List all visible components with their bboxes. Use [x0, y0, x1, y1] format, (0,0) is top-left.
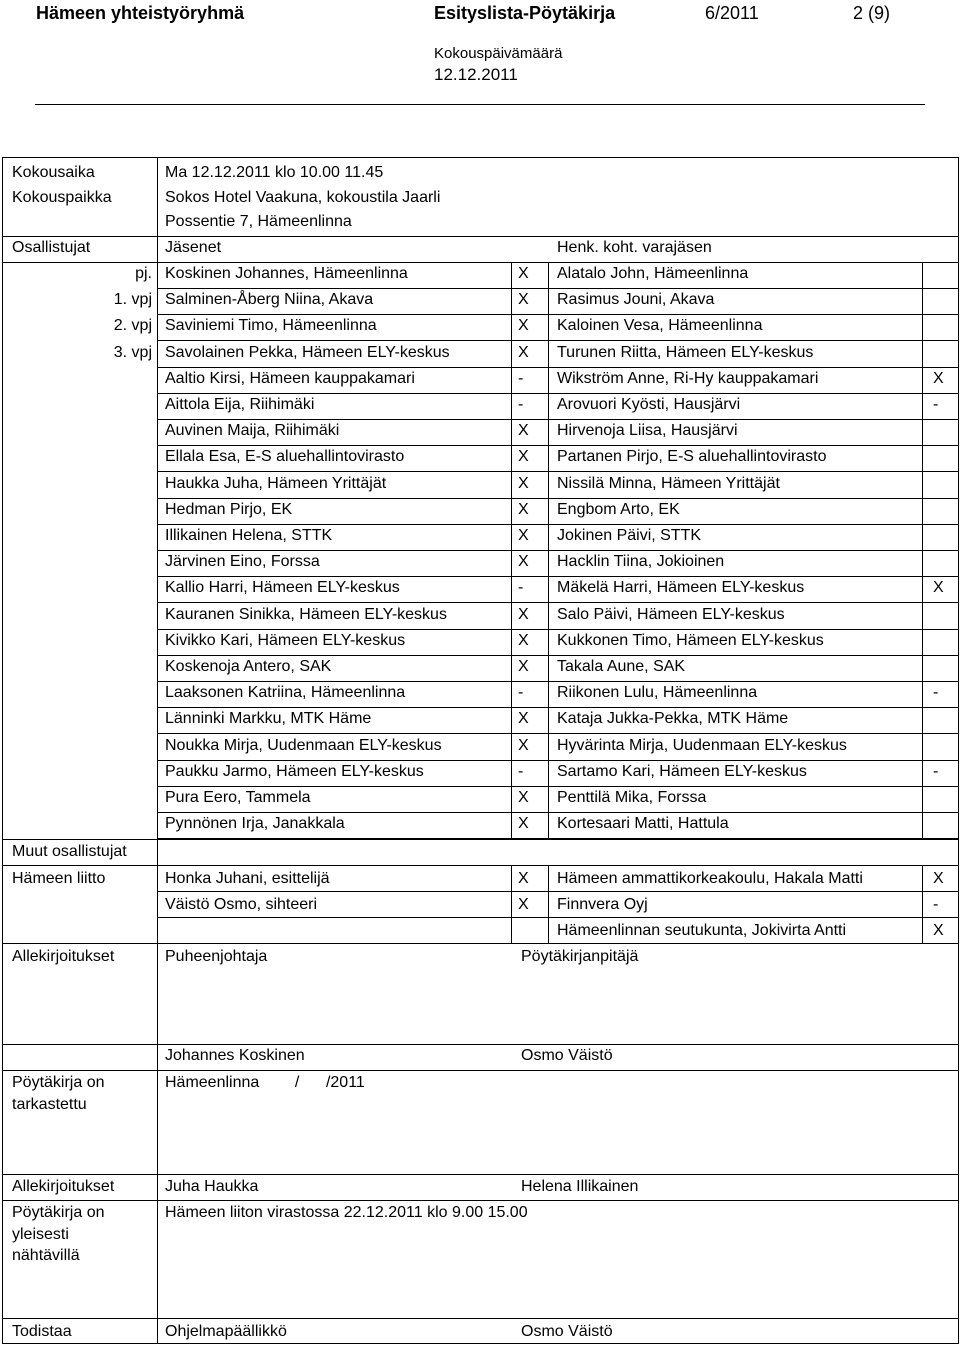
deputy-member: Alatalo John, Hämeenlinna: [557, 265, 749, 282]
deputy-attendance-mark: X: [933, 579, 944, 597]
attendee-member: Saviniemi Timo, Hämeenlinna: [165, 317, 377, 335]
deputy-member: Mäkelä Harri, Hämeen ELY-keskus: [557, 579, 805, 597]
doc-number: 6/2011: [705, 3, 759, 23]
time-label: Kokousaika: [12, 164, 95, 181]
attendees-label: Osallistujat: [12, 239, 91, 256]
attendance-mark: X: [518, 710, 529, 728]
grid-line: [157, 445, 959, 446]
public-label-1: Pöytäkirja on: [12, 1204, 105, 1221]
signatures-label: Allekirjoitukset: [12, 948, 115, 965]
org-name: Hämeen yhteistyöryhmä: [36, 3, 245, 23]
grid-line: [157, 524, 959, 525]
attendee-member: Noukka Mirja, Uudenmaan ELY-keskus: [165, 736, 442, 754]
attendee-member: Länninki Markku, MTK Häme: [165, 710, 372, 728]
attendance-mark: -: [518, 762, 524, 780]
attendance-mark: -: [518, 396, 524, 413]
deputy-member: Kaloinen Vesa, Hämeenlinna: [557, 317, 763, 335]
attendee-member: Koskenoja Antero, SAK: [165, 658, 332, 675]
page-number: 2 (9): [853, 3, 891, 23]
attendance-mark: -: [518, 684, 524, 702]
attendee-member: Hedman Pirjo, EK: [165, 500, 293, 518]
deputy-attendance-mark: X: [933, 369, 944, 387]
grid-line: [157, 157, 158, 1344]
grid-line: [2, 1200, 959, 1201]
attendee-member: Kivikko Kari, Hämeen ELY-keskus: [165, 631, 406, 649]
grid-line: [157, 891, 959, 892]
attendance-mark: X: [518, 500, 529, 518]
attendance-mark: X: [518, 343, 529, 361]
grid-line: [2, 1318, 959, 1319]
members-header: Jäsenet: [165, 239, 222, 256]
other-participant: Honka Juhani, esittelijä: [165, 870, 330, 887]
secretary-name: Osmo Väistö: [521, 1047, 613, 1064]
attendance-mark: X: [518, 553, 529, 571]
attendee-member: Savolainen Pekka, Hämeen ELY-keskus: [165, 343, 450, 361]
grid-line: [2, 1044, 959, 1045]
other-participant: Hämeen ammattikorkeakoulu, Hakala Matti: [557, 870, 863, 887]
deputy-member: Jokinen Päivi, STTK: [557, 527, 702, 544]
attendee-role: 1. vpj: [113, 291, 152, 309]
attendance-mark: X: [518, 896, 529, 913]
grid-line: [157, 760, 959, 761]
grid-line: [2, 943, 959, 944]
grid-line: [2, 262, 959, 263]
deputy-member: Kortesaari Matti, Hattula: [557, 815, 729, 833]
deputy-member: Turunen Riitta, Hämeen ELY-keskus: [557, 343, 814, 361]
verify-label: Todistaa: [12, 1323, 72, 1340]
grid-line: [157, 629, 959, 630]
grid-line: [157, 314, 959, 315]
attendance-mark: X: [518, 291, 529, 309]
attendee-member: Illikainen Helena, STTK: [165, 527, 333, 544]
grid-line: [157, 707, 959, 708]
grid-line: [157, 498, 959, 499]
other-participant: Finnvera Oyj: [557, 896, 648, 913]
attendee-role: 3. vpj: [113, 343, 152, 361]
signer-2: Helena Illikainen: [521, 1178, 639, 1195]
attendance-mark: X: [518, 422, 529, 440]
attendance-mark: X: [518, 317, 529, 335]
grid-line: [2, 865, 959, 866]
attendee-member: Kauranen Sinikka, Hämeen ELY-keskus: [165, 605, 447, 623]
attendance-mark: X: [518, 658, 529, 675]
attendance-mark: X: [933, 870, 944, 887]
deputy-member: Takala Aune, SAK: [557, 658, 686, 675]
attendee-member: Salminen-Åberg Niina, Akava: [165, 291, 374, 309]
deputy-member: Penttilä Mika, Forssa: [557, 789, 707, 806]
place-line2: Possentie 7, Hämeenlinna: [165, 213, 352, 230]
grid-line: [2, 1343, 959, 1344]
deputy-attendance-mark: -: [933, 762, 939, 780]
other-participant: Hämeenlinnan seutukunta, Jokivirta Antti: [557, 922, 847, 939]
grid-line: [157, 471, 959, 472]
grid-line: [157, 602, 959, 603]
signer-1: Juha Haukka: [165, 1178, 259, 1195]
header-rule: [35, 104, 925, 105]
grid-line: [157, 367, 959, 368]
attendee-member: Haukka Juha, Hämeen Yrittäjät: [165, 474, 387, 492]
grid-line: [157, 288, 959, 289]
doc-type: Esityslista-Pöytäkirja: [434, 3, 616, 23]
hl-label: Hämeen liitto: [12, 870, 106, 887]
grid-line: [958, 157, 959, 1344]
attendance-mark: X: [518, 736, 529, 754]
checked-label-1: Pöytäkirja on: [12, 1074, 105, 1091]
checked-label-2: tarkastettu: [12, 1096, 87, 1113]
public-label-2: yleisesti: [12, 1226, 69, 1243]
grid-line: [2, 839, 959, 840]
grid-line: [2, 157, 959, 158]
deputy-member: Arovuori Kyösti, Hausjärvi: [557, 396, 741, 413]
grid-line: [922, 865, 923, 943]
attendance-mark: X: [518, 631, 529, 649]
grid-line: [2, 1174, 959, 1175]
grid-line: [157, 576, 959, 577]
attendee-member: Koskinen Johannes, Hämeenlinna: [165, 265, 408, 282]
attendee-member: Laaksonen Katriina, Hämeenlinna: [165, 684, 406, 702]
other-participant: Väistö Osmo, sihteeri: [165, 896, 318, 913]
deputies-header: Henk. koht. varajäsen: [557, 239, 712, 256]
deputy-member: Sartamo Kari, Hämeen ELY-keskus: [557, 762, 807, 780]
grid-line: [157, 812, 959, 813]
grid-line: [548, 865, 549, 943]
chair-title: Puheenjohtaja: [165, 948, 268, 965]
others-label: Muut osallistujat: [12, 843, 127, 860]
grid-line: [922, 262, 923, 839]
signatures2-label: Allekirjoitukset: [12, 1178, 115, 1195]
grid-line: [157, 340, 959, 341]
attendee-member: Järvinen Eino, Forssa: [165, 553, 320, 571]
deputy-member: Riikonen Lulu, Hämeenlinna: [557, 684, 758, 702]
deputy-member: Rasimus Jouni, Akava: [557, 291, 715, 309]
attendance-mark: -: [518, 579, 524, 597]
chair-name: Johannes Koskinen: [165, 1047, 305, 1064]
grid-line: [157, 733, 959, 734]
grid-line: [511, 262, 512, 839]
grid-line: [157, 786, 959, 787]
verify-name: Osmo Väistö: [521, 1323, 613, 1340]
deputy-member: Nissilä Minna, Hämeen Yrittäjät: [557, 474, 780, 492]
date-value: 12.12.2011: [434, 65, 518, 84]
grid-line: [2, 1070, 959, 1071]
grid-line: [157, 681, 959, 682]
public-value: Hämeen liiton virastossa 22.12.2011 klo 9.00 15.00: [165, 1204, 528, 1221]
grid-line: [2, 236, 959, 237]
deputy-member: Kataja Jukka-Pekka, MTK Häme: [557, 710, 789, 728]
attendance-mark: -: [933, 896, 939, 913]
attendee-member: Pura Eero, Tammela: [165, 789, 311, 806]
attendance-mark: -: [518, 369, 524, 387]
checked-place-date: Hämeenlinna / /2011: [165, 1074, 365, 1091]
grid-line: [2, 157, 3, 1344]
attendance-mark: X: [518, 265, 529, 282]
attendee-member: Auvinen Maija, Riihimäki: [165, 422, 340, 440]
place-label: Kokouspaikka: [12, 189, 112, 206]
deputy-member: Engbom Arto, EK: [557, 500, 680, 518]
grid-line: [157, 655, 959, 656]
attendee-role: 2. vpj: [113, 317, 152, 335]
deputy-attendance-mark: -: [933, 684, 939, 702]
time-value: Ma 12.12.2011 klo 10.00 11.45: [165, 164, 384, 181]
place-line1: Sokos Hotel Vaakuna, kokoustila Jaarli: [165, 189, 441, 206]
grid-line: [157, 419, 959, 420]
attendee-member: Ellala Esa, E-S aluehallintovirasto: [165, 448, 405, 466]
attendee-member: Aittola Eija, Riihimäki: [165, 396, 315, 413]
date-label: Kokouspäivämäärä: [434, 45, 563, 62]
deputy-member: Kukkonen Timo, Hämeen ELY-keskus: [557, 631, 824, 649]
grid-line: [157, 550, 959, 551]
deputy-member: Salo Päivi, Hämeen ELY-keskus: [557, 605, 785, 623]
deputy-member: Hacklin Tiina, Jokioinen: [557, 553, 725, 571]
attendance-mark: X: [933, 922, 944, 939]
deputy-member: Wikström Anne, Ri-Hy kauppakamari: [557, 369, 819, 387]
attendance-mark: X: [518, 605, 529, 623]
attendance-mark: X: [518, 789, 529, 806]
grid-line: [157, 393, 959, 394]
attendance-mark: X: [518, 870, 529, 887]
attendee-member: Kallio Harri, Hämeen ELY-keskus: [165, 579, 400, 597]
deputy-attendance-mark: -: [933, 396, 939, 413]
attendance-mark: X: [518, 815, 529, 833]
attendance-mark: X: [518, 448, 529, 466]
attendee-member: Aaltio Kirsi, Hämeen kauppakamari: [165, 369, 415, 387]
public-label-3: nähtävillä: [12, 1247, 80, 1264]
secretary-title: Pöytäkirjanpitäjä: [521, 948, 639, 965]
grid-line: [548, 262, 549, 839]
grid-line: [511, 865, 512, 943]
grid-line: [157, 917, 959, 918]
deputy-member: Partanen Pirjo, E-S aluehallintovirasto: [557, 448, 827, 466]
attendee-member: Pynnönen Irja, Janakkala: [165, 815, 345, 833]
attendance-mark: X: [518, 474, 529, 492]
verify-title: Ohjelmapäällikkö: [165, 1323, 287, 1340]
deputy-member: Hyvärinta Mirja, Uudenmaan ELY-keskus: [557, 736, 847, 754]
attendee-role: pj.: [135, 265, 152, 282]
attendance-mark: X: [518, 527, 529, 544]
deputy-member: Hirvenoja Liisa, Hausjärvi: [557, 422, 738, 440]
attendee-member: Paukku Jarmo, Hämeen ELY-keskus: [165, 762, 424, 780]
